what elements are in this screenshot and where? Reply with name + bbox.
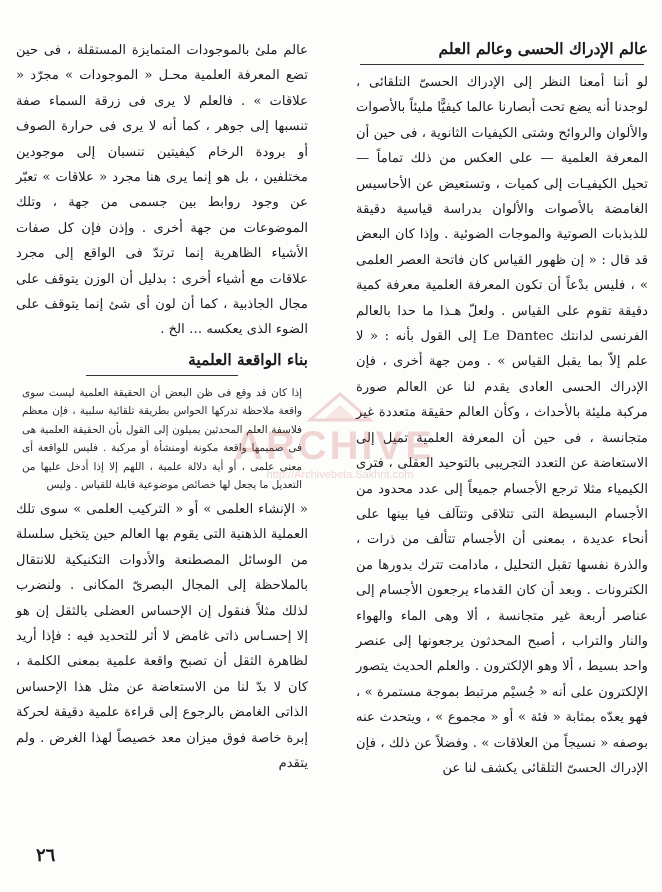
right-column-paragraph: لو أننا أمعنا النظر إلى الإدراك الحسىّ التلقائى ، لوجدنا أنه يضع تحت أبصارنا عالما كيفيًّا مليئاً بالأصوات والألوان والروائح وشتى الكيفيات الثانوية ، فى حين أن المعرفة العلمية — على العكس من ذلك تماماً — تحيل الكيفيـات إلى كميات ، وتستعيض عن الأحاسيس الغامضة بالأصوات والألوان بدراسة قياسية دقيقة للذبذبات الصوتية والموجات الضوئية . وإذا كان البعض قد قال : « إن ظهور القياس كان فاتحة العصر العلمى » ، فليس بدْعاً أن تكون المعرفة العلمية معرفة كمية دقيقة تقوم على القياس . ولعلّ هـذا ما حدا بالعالم الفرنسى لدانتك Le Dantec إلى القول بأنه : « لا علم إلاّ بما يقبل القياس » . ومن جهة أخرى ، فإن الإدراك الحسى العادى يقدم لنا عن العالم صورة مركبة مليئة بالأحداث ، وكأن العالم حقيقة متعددة غير متجانسة ، فى حين أن المعرفة العلمية تميل إلى الاستعاضة عن التعدد التجريبى بالتوحيد العقلى ، فترى الكيمياء مثلا ترجع الأجسام جميعاً إلى عدد محدود من الأجسام البسيطة التى تتلاقى وتتآلف فيا بينها على أنحاء عديدة ، بمعنى أن الأجسام تتألف من ذرات ، والذرة نفسها تقبل التحليل ، مادامت تترك بدورها من الكترونات . وبعد أن كان القدماء يرجعون الأجسام إلى عناصر أربعة غير متجانسة ، ألا وهى الماء والهواء والنار والتراب ، أصبح المحدثون يرجعونها إلى عنصر واحد بسيط ، ألا وهو الإلكترون . والعلم الحديث يتصور الإلكترون على أنه « جُسيْم مرتبط بموجة مستمرة » ، فهو يعدّه بمثابة « فئة » أو « مجموع » ، ويتحدث عنه بوصفه « نسيجاً من العلاقات » . وفضلاً عن ذلك ، فإن الإدراك الحسىّ التلقائى يكشف لنا عن bbox=[356, 75, 648, 776]
left-column-paragraph-top: عالم ملئ بالموجودات المتمايزة المستقلة ، فى حين تضع المعرفة العلمية محـل « الموجودات » مجرّد « علاقات » . فالعلم لا يرى فى زرقة السماء صفة تنسبها إلى جوهر ، كما أنه لا يرى فى حرارة الصوف أو برودة الرخام كيفيتين تنسبان إلى موجودين مختلفين ، بل هو إنما يرى هنا مجرد « علاقات » تعبّر عن وجود روابط بين جسمى من جهة ، وتلك الموضوعات من جهة أخرى . وإذن فإن كل صفات الأشياء الظاهرية إنما ترتدّ فى الواقع إلى مجرد علاقات مع أشياء أخرى : بدليل أن الوزن يتوقف على مجال الجاذبية ، كما أن لون أى شئ إنما يتوقف على الضوء الذى يعكسه … الخ . bbox=[16, 43, 308, 338]
left-column-paragraph-bottom: « الإنشاء العلمى » أو « التركيب العلمى » سوى تلك العملية الذهنية التى يقوم بها العالم حين يتخيل سلسلة من الوسائل المصطنعة والأدوات التكنيكية للانتقال بالملاحظة إلى المجال البصرىّ المكانى . ولنضرب لذلك مثلاً فنقول إن الإحساس العضلى بالثقل إن هو إلا إحسـاس ذاتى غامض لا أثر للتحديد فيه : فإذا أريد لظاهرة الثقل أن تصبح واقعة علمية بمعنى الكلمة ، كان لا بدّ لنا من الاستعاضة عن مثل هذا الإحساس الذاتى الغامض بالرجوع إلى قراءة علمية دقيقة لحركة إبرة خاصة فوق ميزان معد خصيصاً لهذا الغرض . ولم يتقدم bbox=[16, 501, 308, 771]
article-heading: عالم الإدراك الحسى وعالم العلم bbox=[438, 39, 648, 58]
watermark-url: http://Archivebeta.Sakhrit.com bbox=[266, 469, 414, 481]
right-column bbox=[356, 38, 648, 781]
left-column bbox=[16, 38, 308, 776]
watermark-title: ARCHIVE bbox=[233, 424, 435, 468]
section-heading-underline bbox=[86, 375, 238, 376]
heading-underline bbox=[360, 64, 644, 65]
small-print-block: إذا كان قد وقع فى ظن البعض أن الحقيقة العلمية ليست سوى واقعة ملاحظة تدركها الحواس بطريقة تلقائية سلبية ، فإن معظم فلاسفة العلم المحدثين يميلون إلى القول بأن الحقيقة العلمية هى فى صميمها واقعة مكونة أومنشأة أو مركبة . فليس للواقعة أى معنى علمى ، أو أية دلالة علمية ، اللهم إلا إذا أدخل عليها من التعديل ما يجعل لها خصائص موضوعية قابلة للقياس . وليس bbox=[22, 386, 302, 492]
page-number: ٢٦ bbox=[36, 845, 56, 866]
section-heading: بناء الواقعة العلمية bbox=[188, 349, 308, 369]
